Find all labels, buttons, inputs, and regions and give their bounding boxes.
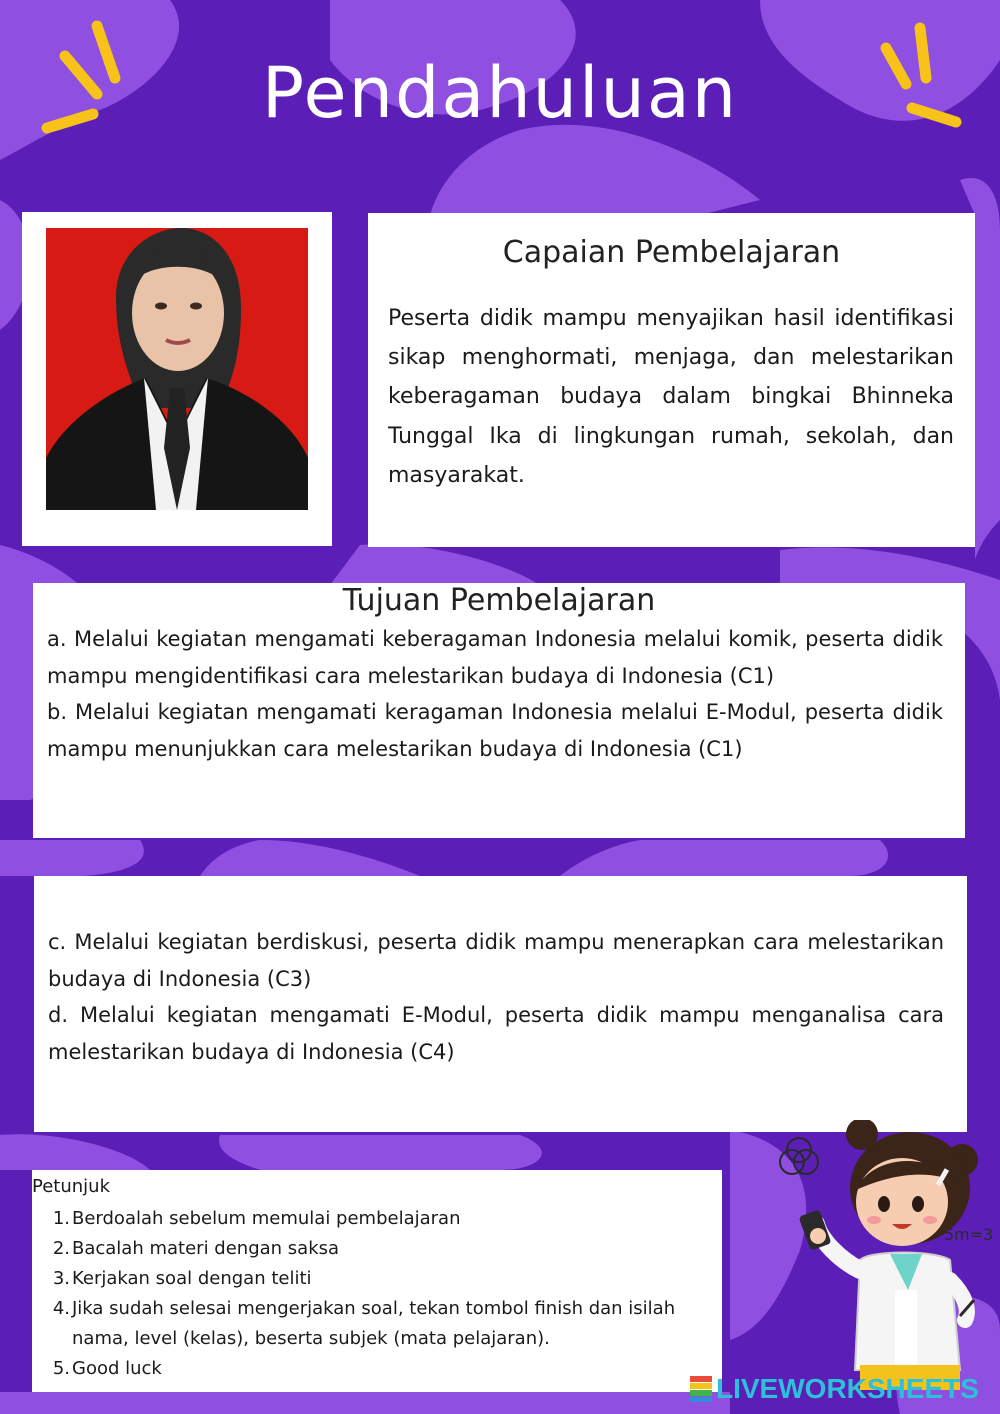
tujuan-item-a: a. Melalui kegiatan mengamati keberagaman Indonesia melalui komik, peserta didik mampu mengidentifikasi cara melestarikan budaya di Indonesia (C1)	[47, 627, 943, 688]
list-text: Good luck	[72, 1358, 162, 1379]
list-text: Kerjakan soal dengan teliti	[72, 1268, 312, 1289]
list-text: Bacalah materi dengan saksa	[72, 1238, 340, 1259]
tujuan-list-top	[47, 621, 943, 767]
list-text: Berdoalah sebelum memulai pembelajaran	[72, 1208, 461, 1229]
capaian-pembelajaran-panel	[368, 213, 975, 547]
scientist-girl-icon	[760, 1120, 1000, 1390]
sparkle-rays-left-icon	[35, 18, 135, 138]
tujuan-item-c: c. Melalui kegiatan berdiskusi, peserta didik mampu menerapkan cara melestarikan budaya di Indonesia (C3)	[48, 930, 944, 991]
list-number: 2.	[52, 1238, 70, 1259]
tujuan-title: Tujuan Pembelajaran	[342, 583, 656, 618]
list-number: 3.	[52, 1268, 70, 1289]
list-item	[50, 1294, 710, 1354]
list-item	[50, 1264, 710, 1294]
list-item	[50, 1234, 710, 1264]
page-title: Pendahuluan	[261, 52, 739, 134]
student-portrait-image	[46, 228, 308, 510]
tujuan-list-bottom	[48, 924, 944, 1070]
capaian-body: Peserta didik mampu menyajikan hasil identifikasi sikap menghormati, menjaga, dan melestarikan keberagaman budaya dalam bingkai Bhinneka Tunggal Ika di lingkungan rumah, sekolah, dan masyarakat.	[388, 306, 954, 488]
list-item	[50, 1204, 710, 1234]
tujuan-item-b: b. Melalui kegiatan mengamati keragaman Indonesia melalui E-Modul, peserta didik mampu menunjukkan cara melestarikan budaya di Indonesia (C1)	[47, 700, 943, 761]
logo-text: LIVEWORKSHEETS	[716, 1373, 979, 1404]
tujuan-item-d: d. Melalui kegiatan mengamati E-Modul, peserta didik mampu menganalisa cara melestarikan budaya di Indonesia (C4)	[48, 1003, 944, 1064]
tujuan-pembelajaran-panel-continued	[34, 876, 967, 1132]
tujuan-pembelajaran-panel	[33, 583, 965, 838]
list-item	[50, 1354, 710, 1384]
list-number: 4.	[52, 1298, 70, 1319]
photo-frame	[22, 212, 332, 546]
list-number: 5.	[52, 1358, 70, 1379]
list-number: 1.	[52, 1208, 70, 1229]
live-mark-icon	[690, 1376, 712, 1402]
capaian-title: Capaian Pembelajaran	[502, 235, 841, 270]
formula-text: 5m=3	[944, 1225, 994, 1244]
petunjuk-list	[50, 1204, 710, 1384]
petunjuk-heading: Petunjuk	[32, 1176, 110, 1197]
list-text: Jika sudah selesai mengerjakan soal, tekan tombol finish dan isilah nama, level (kelas), beserta subjek (mata pelajaran).	[72, 1298, 676, 1349]
petunjuk-panel	[32, 1170, 722, 1392]
liveworksheets-logo	[690, 1372, 979, 1406]
sparkle-rays-right-icon	[872, 18, 972, 138]
